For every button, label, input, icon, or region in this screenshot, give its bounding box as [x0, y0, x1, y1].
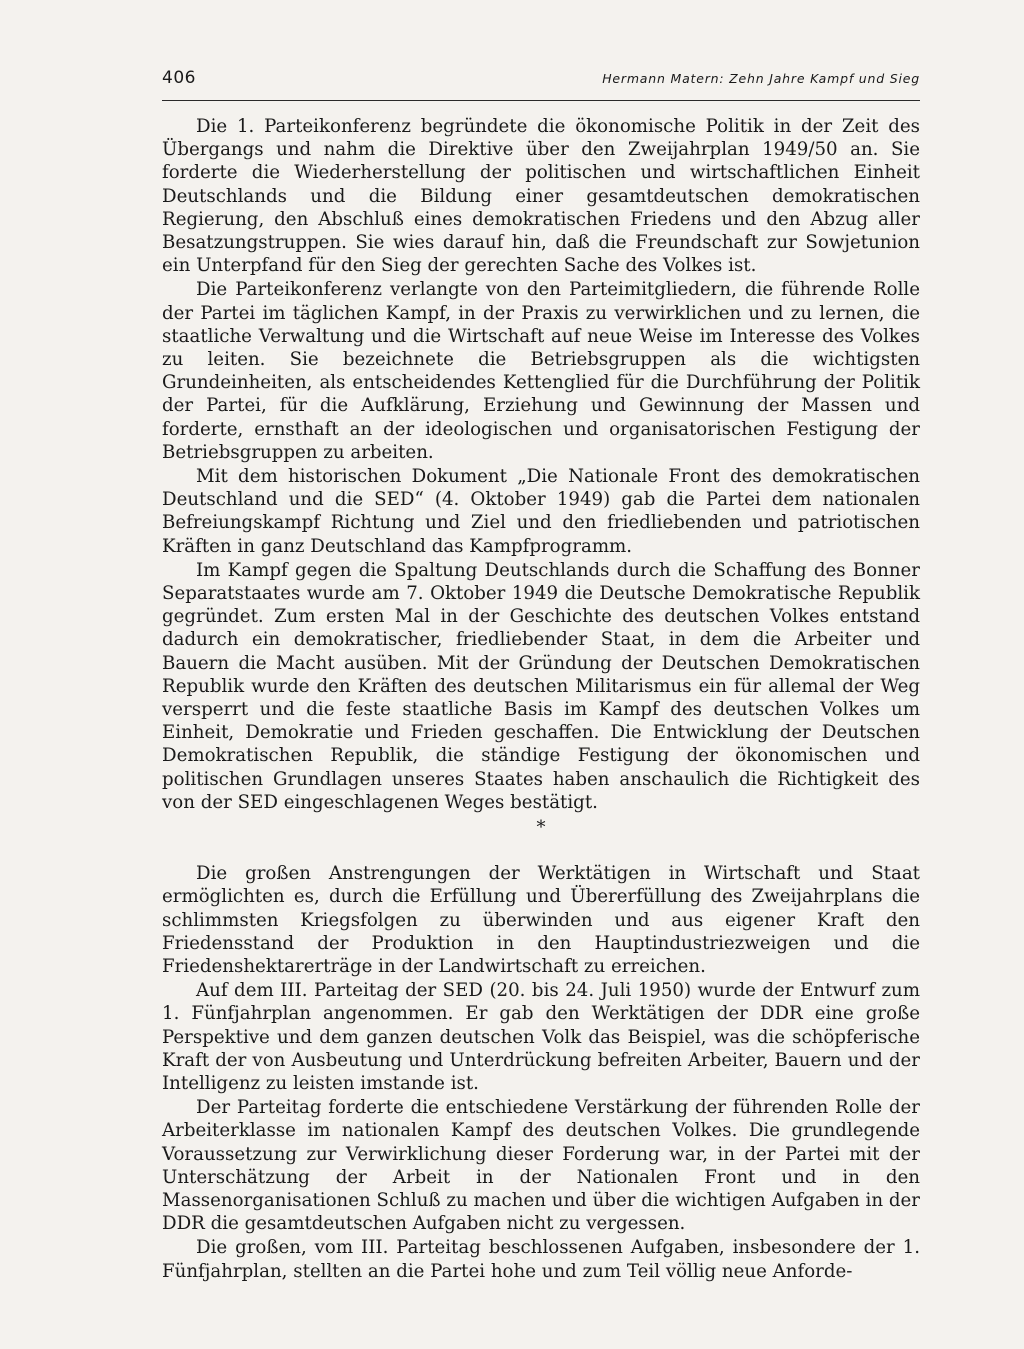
running-title: Hermann Matern: Zehn Jahre Kampf und Sieg [602, 71, 920, 86]
paragraph-iii-parteitag: Auf dem III. Parteitag der SED (20. bis 24. Juli 1950) wurde der Entwurf zum 1. Fünfjahrplan angenommen. Er gab den Werktätigen der DDR eine große Perspektive und dem ganzen deutschen Volk das Beispiel, was die schöpferische Kraft der von Ausbeutung und Unterdrückung befreiten Arbeiter, Bauern und der Intelligenz zu leisten imstande ist. [162, 980, 920, 1094]
running-header [162, 68, 920, 101]
paragraph-arbeiterklasse: Der Parteitag forderte die entschiedene Verstärkung der führenden Rolle der Arbeiterklasse im nationalen Kampf des deutschen Volkes. Die grundlegende Voraussetzung zur Verwirklichung dieser Forderung war, in der Partei mit der Unterschätzung der Arbeit in der Nationalen Front und in den Massenorganisationen Schluß zu machen und über die wichtigen Aufgaben in der DDR die gesamtdeutschen Aufgaben nicht zu vergessen. [162, 1097, 920, 1235]
page-number: 406 [162, 68, 196, 88]
paragraph-zweijahrplan: Die großen Anstrengungen der Werktätigen in Wirtschaft und Staat ermöglichten es, durch die Erfüllung und Übererfüllung des Zweijahrplans die schlimmsten Kriegsfolgen zu überwinden und aus eigener Kraft den Friedensstand der Produktion in den Hauptindustriezweigen und die Friedenshektarerträge in der Landwirtschaft zu erreichen. [162, 863, 920, 977]
paragraph-fuenfjahrplan: Die großen, vom III. Parteitag beschlossenen Aufgaben, insbesondere der 1. Fünfjahrplan, stellten an die Partei hohe und zum Teil völlig neue Anforde- [162, 1237, 920, 1282]
paragraph-parteimitglieder: Die Parteikonferenz verlangte von den Parteimitgliedern, die führende Rolle der Partei im täglichen Kampf, in der Praxis zu verwirklichen und zu lernen, die staatliche Verwaltung und die Wirtschaft auf neue Weise im Interesse des Volkes zu leiten. Sie bezeichnete die Betriebsgruppen als die wichtigsten Grundeinheiten, als entscheidendes Kettenglied für die Durchführung der Politik der Partei, für die Aufklärung, Erziehung und Gewinnung der Massen und forderte, ernsthaft an der ideologischen und organisatorischen Festigung der Betriebsgruppen zu arbeiten. [162, 279, 920, 463]
body-text [162, 115, 920, 1283]
paragraph-ddr-gruendung: Im Kampf gegen die Spaltung Deutschlands durch die Schaffung des Bonner Separatstaates wurde am 7. Oktober 1949 die Deutsche Demokratische Republik gegründet. Zum ersten Mal in der Geschichte des deutschen Volkes entstand dadurch ein demokratischer, friedliebender Staat, in dem die Arbeiter und Bauern die Macht ausüben. Mit der Gründung der Deutschen Demokratischen Republik wurde den Kräften des deutschen Militarismus ein für allemal der Weg versperrt und die feste staatliche Basis im Kampf des deutschen Volkes um Einheit, Demokratie und Frieden geschaffen. Die Entwicklung der Deutschen Demokratischen Republik, die ständige Festigung der ökonomischen und politischen Grundlagen unseres Staates haben anschaulich die Richtigkeit des von der SED eingeschlagenen Weges bestätigt. [162, 559, 920, 813]
paragraph-nationale-front: Mit dem historischen Dokument „Die Nationale Front des demokratischen Deutschland und die SED“ (4. Oktober 1949) gab die Partei dem nationalen Befreiungskampf Richtung und Ziel und den friedliebenden und patriotischen Kräften in ganz Deutschland das Kampfprogramm. [162, 466, 920, 557]
section-separator-asterisk: * [536, 817, 546, 839]
paragraph-parteikonferenz: Die 1. Parteikonferenz begründete die ökonomische Politik in der Zeit des Übergangs und nahm die Direktive über den Zweijahrplan 1949/50 an. Sie forderte die Wiederherstellung der politischen und wirtschaftlichen Einheit Deutschlands und die Bildung einer gesamtdeutschen demokratischen Regierung, den Abschluß eines demokratischen Friedens und den Abzug aller Besatzungstruppen. Sie wies darauf hin, daß die Freundschaft zur Sowjetunion ein Unterpfand für den Sieg der gerechten Sache des Volkes ist. [162, 116, 920, 277]
book-page [162, 68, 920, 1284]
